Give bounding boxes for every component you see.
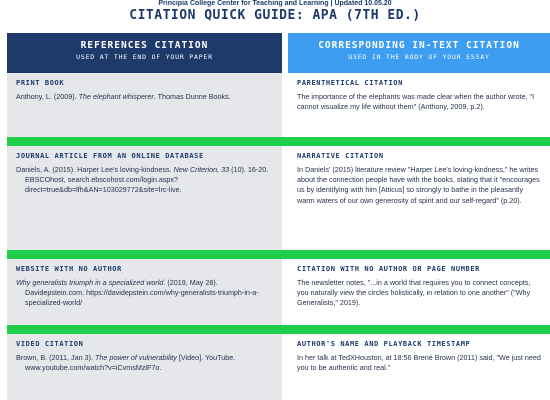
guide-header xyxy=(0,0,550,30)
reference-type-label: VIDEO CITATION xyxy=(16,340,84,348)
reference-type-label: JOURNAL ARTICLE FROM AN ONLINE DATABASE xyxy=(16,152,204,160)
reference-entry: Brown, B. (2011, Jan 3). The power of vulnerability [Video]. YouTube. www.youtube.com/watch?v=iCvmsMzlF7o. xyxy=(16,353,236,373)
in-text-column-title: CORRESPONDING IN-TEXT CITATION xyxy=(318,40,520,51)
citation-example: The newsletter notes, "...in a world that requires you to connect concepts, you naturally view the circles holistically, in relation to one another" ("Why Generalists," 2019). xyxy=(297,278,531,308)
print-book-reference xyxy=(7,73,282,137)
no-author-citation xyxy=(288,259,550,325)
citation-type-label: CITATION WITH NO AUTHOR OR PAGE NUMBER xyxy=(297,265,480,273)
reference-type-label: PRINT BOOK xyxy=(16,79,65,87)
row-divider xyxy=(7,137,550,146)
website-no-author-reference xyxy=(7,259,282,325)
references-column-title: REFERENCES CITATION xyxy=(80,40,209,51)
references-column-subtitle: USED AT THE END OF YOUR PAPER xyxy=(76,53,213,61)
organization-line: Principia College Center for Teaching and Learning | Updated 10.05.20 xyxy=(158,0,392,7)
row-divider xyxy=(7,250,550,259)
parenthetical-citation xyxy=(288,73,550,137)
video-reference xyxy=(7,334,282,400)
in-text-column-header xyxy=(288,33,550,73)
citation-example: The importance of the elephants was made clear when the author wrote, "I cannot visualize my life without them" (Anthony, 2009, p.2). xyxy=(297,92,535,112)
in-text-column-subtitle: USED IN THE BODY OF YOUR ESSAY xyxy=(348,53,490,61)
references-column-header xyxy=(7,33,282,73)
page-title: CITATION QUICK GUIDE: APA (7TH ED.) xyxy=(129,8,421,23)
citation-example: In Daniels' (2015) literature review "Harper Lee's loving-kindness," he writes about the connection people have with the books, stating that it "encourages us by identifying with him [Atticus] so strongly to bathe in the pleasantly warm waters of our own generosity of spirit and our self-regard" (p.20). xyxy=(297,165,540,205)
citation-example: In her talk at TedXHouston, at 18:56 Brené Brown (2011) said, "We just need you to be authentic and real." xyxy=(297,353,541,373)
timestamp-citation xyxy=(288,334,550,400)
row-divider xyxy=(7,325,550,334)
narrative-citation xyxy=(288,146,550,250)
reference-entry: Daniels, A. (2015). Harper Lee's loving-kindness. New Criterion, 33 (10). 16-20. EBSCOhost, search.ebscohost.com/login.aspx?direct=true&db=lfh&AN=103029772&site=lrc-live. xyxy=(16,165,269,195)
citation-type-label: AUTHOR'S NAME AND PLAYBACK TIMESTAMP xyxy=(297,340,471,348)
journal-article-reference xyxy=(7,146,282,250)
citation-type-label: NARRATIVE CITATION xyxy=(297,152,384,160)
reference-type-label: WEBSITE WITH NO AUTHOR xyxy=(16,265,122,273)
reference-entry: Anthony, L. (2009). The elephant whisperer. Thomas Dunne Books. xyxy=(16,92,231,101)
citation-type-label: PARENTHETICAL CITATION xyxy=(297,79,403,87)
reference-entry: Why generalists triumph in a specialized world. (2019, May 28). Davidepstein.com. https://davidepstein.com/why-generalists-triumph-in-a-specialized-world/ xyxy=(16,278,259,308)
